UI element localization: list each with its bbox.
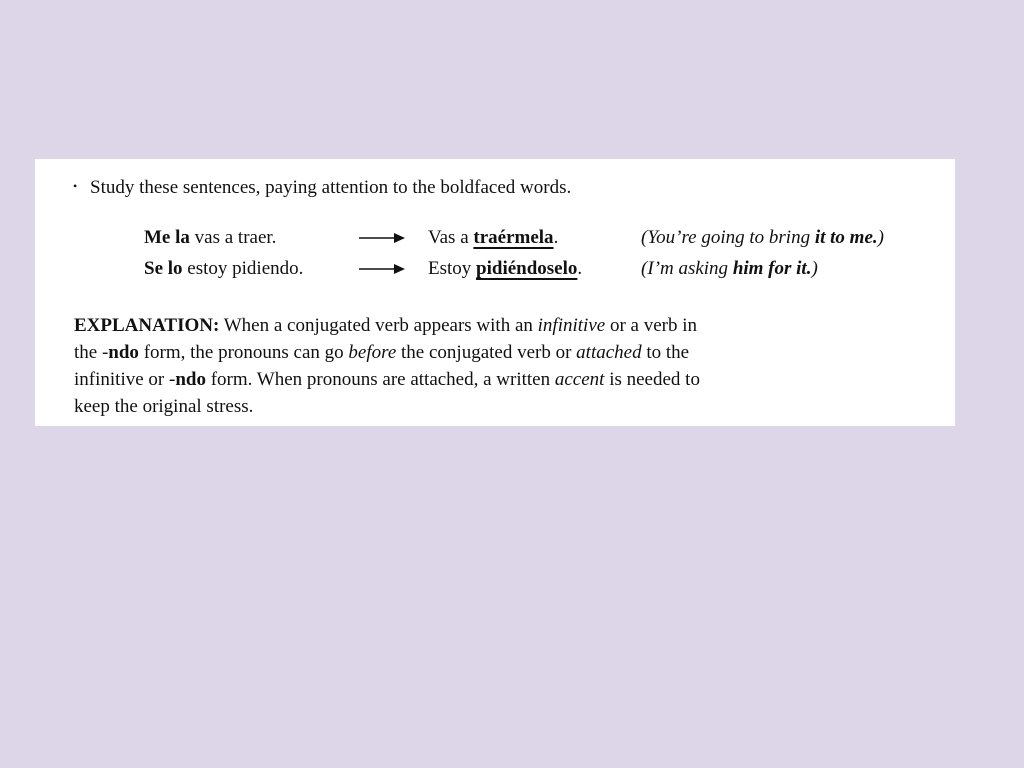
original-sentence <box>144 258 303 280</box>
intro-text: Study these sentences, paying attention to the boldfaced words. <box>90 177 572 198</box>
explanation-bold: ndo <box>175 369 206 390</box>
explanation-text: or a verb in <box>605 315 697 336</box>
explanation-italic: before <box>348 342 397 363</box>
translation <box>641 227 884 249</box>
bullet: • <box>73 179 78 194</box>
translation-post: ) <box>811 258 818 279</box>
translation-pre: (You’re going to bring <box>641 227 815 248</box>
explanation-italic: attached <box>576 342 642 363</box>
transformed-post: . <box>553 227 559 248</box>
explanation-line <box>74 393 894 420</box>
translation-bold: him for it. <box>732 258 812 279</box>
right-arrow-icon <box>358 261 406 277</box>
explanation-bold: ndo <box>108 342 139 363</box>
original-rest: estoy pidiendo. <box>182 258 304 279</box>
explanation-line <box>74 339 894 366</box>
explanation-italic: infinitive <box>537 315 606 336</box>
translation-bold: it to me. <box>814 227 878 248</box>
explanation-text: the - <box>74 342 109 363</box>
explanation-label: EXPLANATION: <box>74 315 220 336</box>
translation <box>641 258 818 280</box>
original-rest: vas a traer. <box>189 227 277 248</box>
explanation-text: form. When pronouns are attached, a written <box>205 369 555 390</box>
pronoun-bold: Me la <box>144 227 190 248</box>
explanation-paragraph <box>74 312 894 420</box>
attached-verb: pidiéndoselo <box>476 258 578 279</box>
attached-verb: traérmela <box>473 227 554 248</box>
explanation-text: the conjugated verb or <box>396 342 577 363</box>
content-panel <box>35 159 955 426</box>
right-arrow-icon <box>358 230 406 246</box>
explanation-line <box>74 366 894 393</box>
explanation-text: infinitive or - <box>74 369 176 390</box>
transformed-sentence <box>428 227 558 249</box>
explanation-text: keep the original stress. <box>74 396 254 417</box>
explanation-text: to the <box>641 342 690 363</box>
explanation-italic: accent <box>554 369 605 390</box>
transformed-sentence <box>428 258 582 280</box>
intro-line <box>73 177 571 199</box>
explanation-text: form, the pronouns can go <box>138 342 349 363</box>
explanation-text: When a conjugated verb appears with an <box>219 315 538 336</box>
explanation-text: is needed to <box>604 369 700 390</box>
transformed-pre: Estoy <box>428 258 477 279</box>
explanation-line <box>74 312 894 339</box>
original-sentence <box>144 227 276 249</box>
translation-pre: (I’m asking <box>641 258 733 279</box>
pronoun-bold: Se lo <box>144 258 183 279</box>
transformed-post: . <box>577 258 583 279</box>
translation-post: ) <box>877 227 884 248</box>
transformed-pre: Vas a <box>428 227 474 248</box>
